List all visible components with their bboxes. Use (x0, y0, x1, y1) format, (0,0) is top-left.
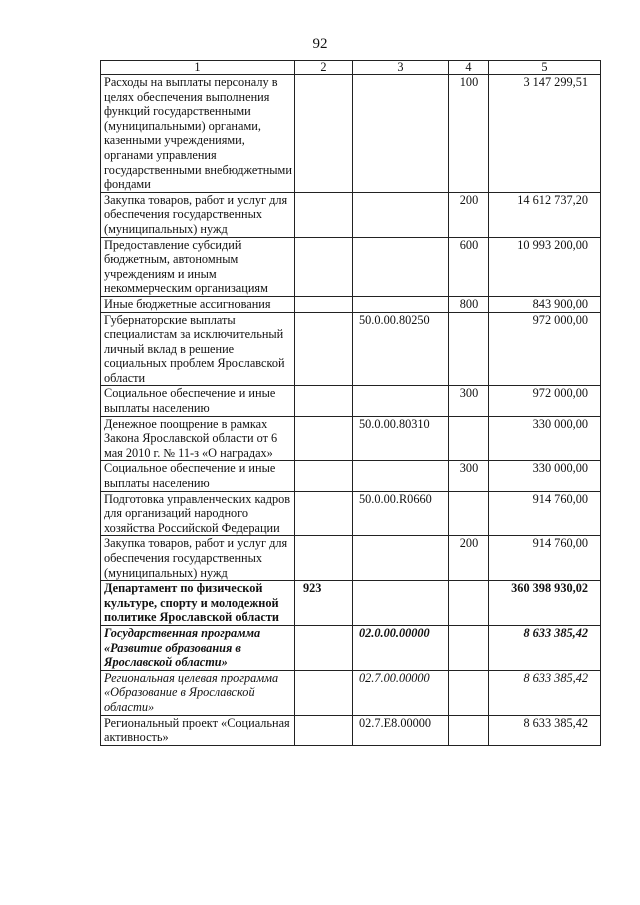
table-row (101, 625, 601, 670)
row-expense-type-cell: 200 (449, 536, 489, 581)
row-expense-type-cell: 800 (449, 296, 489, 312)
row-code-cell (295, 625, 353, 670)
row-expense-type-cell: 600 (449, 237, 489, 296)
row-target-code-cell (353, 192, 449, 237)
row-expense-type-cell: 300 (449, 461, 489, 491)
row-expense-type-cell: 300 (449, 386, 489, 416)
row-expense-type-cell (449, 416, 489, 461)
header-cell: 4 (449, 61, 489, 75)
row-amount-cell: 360 398 930,02 (489, 581, 601, 626)
row-amount-cell: 8 633 385,42 (489, 670, 601, 715)
row-amount-cell: 10 993 200,00 (489, 237, 601, 296)
row-amount-cell: 8 633 385,42 (489, 715, 601, 745)
row-expense-type-cell (449, 491, 489, 536)
header-cell: 5 (489, 61, 601, 75)
row-code-cell (295, 416, 353, 461)
page-number: 92 (312, 36, 328, 52)
row-code-cell (295, 670, 353, 715)
row-target-code-cell (353, 581, 449, 626)
row-target-code-cell: 50.0.00.R0660 (353, 491, 449, 536)
row-amount-cell: 14 612 737,20 (489, 192, 601, 237)
row-target-code-cell: 02.0.00.00000 (353, 625, 449, 670)
row-code-cell (295, 75, 353, 193)
row-amount-cell: 3 147 299,51 (489, 75, 601, 193)
table-row (101, 715, 601, 745)
row-code-cell (295, 312, 353, 386)
row-name-cell: Расходы на выплаты персоналу в целях обеспечения выполнения функций государственными (муниципальными) органами, казенными учреждениями, органами управления государственными внебюджетными фондами (101, 75, 295, 193)
row-target-code-cell (353, 386, 449, 416)
row-amount-cell: 972 000,00 (489, 386, 601, 416)
budget-table (100, 60, 601, 746)
table-row (101, 491, 601, 536)
row-name-cell: Предоставление субсидий бюджетным, автономным учреждениям и иным некоммерческим организациям (101, 237, 295, 296)
table-row (101, 536, 601, 581)
table-row (101, 296, 601, 312)
table-row (101, 416, 601, 461)
row-code-cell (295, 536, 353, 581)
row-target-code-cell (353, 536, 449, 581)
row-amount-cell: 330 000,00 (489, 461, 601, 491)
row-amount-cell: 843 900,00 (489, 296, 601, 312)
row-name-cell: Социальное обеспечение и иные выплаты населению (101, 386, 295, 416)
table-row (101, 386, 601, 416)
row-code-cell (295, 192, 353, 237)
row-target-code-cell (353, 461, 449, 491)
header-cell: 3 (353, 61, 449, 75)
row-name-cell: Губернаторские выплаты специалистам за исключительный личный вклад в решение социальных проблем Ярославской области (101, 312, 295, 386)
row-amount-cell: 972 000,00 (489, 312, 601, 386)
row-target-code-cell: 02.7.00.00000 (353, 670, 449, 715)
row-name-cell: Региональная целевая программа «Образование в Ярославской области» (101, 670, 295, 715)
row-expense-type-cell: 100 (449, 75, 489, 193)
row-code-cell (295, 237, 353, 296)
row-code-cell: 923 (295, 581, 353, 626)
table-header-row (101, 61, 601, 75)
row-amount-cell: 914 760,00 (489, 491, 601, 536)
row-expense-type-cell (449, 625, 489, 670)
row-target-code-cell: 02.7.E8.00000 (353, 715, 449, 745)
row-name-cell: Денежное поощрение в рамках Закона Ярославской области от 6 мая 2010 г. № 11-з «О наградах» (101, 416, 295, 461)
row-name-cell: Региональный проект «Социальная активность» (101, 715, 295, 745)
row-amount-cell: 330 000,00 (489, 416, 601, 461)
table-row (101, 461, 601, 491)
row-name-cell: Департамент по физической культуре, спорту и молодежной политике Ярославской области (101, 581, 295, 626)
row-expense-type-cell (449, 312, 489, 386)
row-expense-type-cell: 200 (449, 192, 489, 237)
table-row (101, 237, 601, 296)
table-row (101, 670, 601, 715)
row-code-cell (295, 461, 353, 491)
row-target-code-cell (353, 75, 449, 193)
row-code-cell (295, 715, 353, 745)
row-code-cell (295, 386, 353, 416)
row-expense-type-cell (449, 581, 489, 626)
row-name-cell: Иные бюджетные ассигнования (101, 296, 295, 312)
row-name-cell: Государственная программа «Развитие образования в Ярославской области» (101, 625, 295, 670)
row-name-cell: Подготовка управленческих кадров для организаций народного хозяйства Российской Федерации (101, 491, 295, 536)
row-name-cell: Закупка товаров, работ и услуг для обеспечения государственных (муниципальных) нужд (101, 536, 295, 581)
row-code-cell (295, 491, 353, 536)
row-target-code-cell (353, 237, 449, 296)
table-row (101, 312, 601, 386)
row-target-code-cell (353, 296, 449, 312)
table-row (101, 581, 601, 626)
row-amount-cell: 8 633 385,42 (489, 625, 601, 670)
row-expense-type-cell (449, 670, 489, 715)
header-cell: 2 (295, 61, 353, 75)
header-cell: 1 (101, 61, 295, 75)
row-expense-type-cell (449, 715, 489, 745)
row-amount-cell: 914 760,00 (489, 536, 601, 581)
row-target-code-cell: 50.0.00.80310 (353, 416, 449, 461)
row-code-cell (295, 296, 353, 312)
row-name-cell: Закупка товаров, работ и услуг для обеспечения государственных (муниципальных) нужд (101, 192, 295, 237)
row-target-code-cell: 50.0.00.80250 (353, 312, 449, 386)
row-name-cell: Социальное обеспечение и иные выплаты населению (101, 461, 295, 491)
table-row (101, 75, 601, 193)
table-row (101, 192, 601, 237)
